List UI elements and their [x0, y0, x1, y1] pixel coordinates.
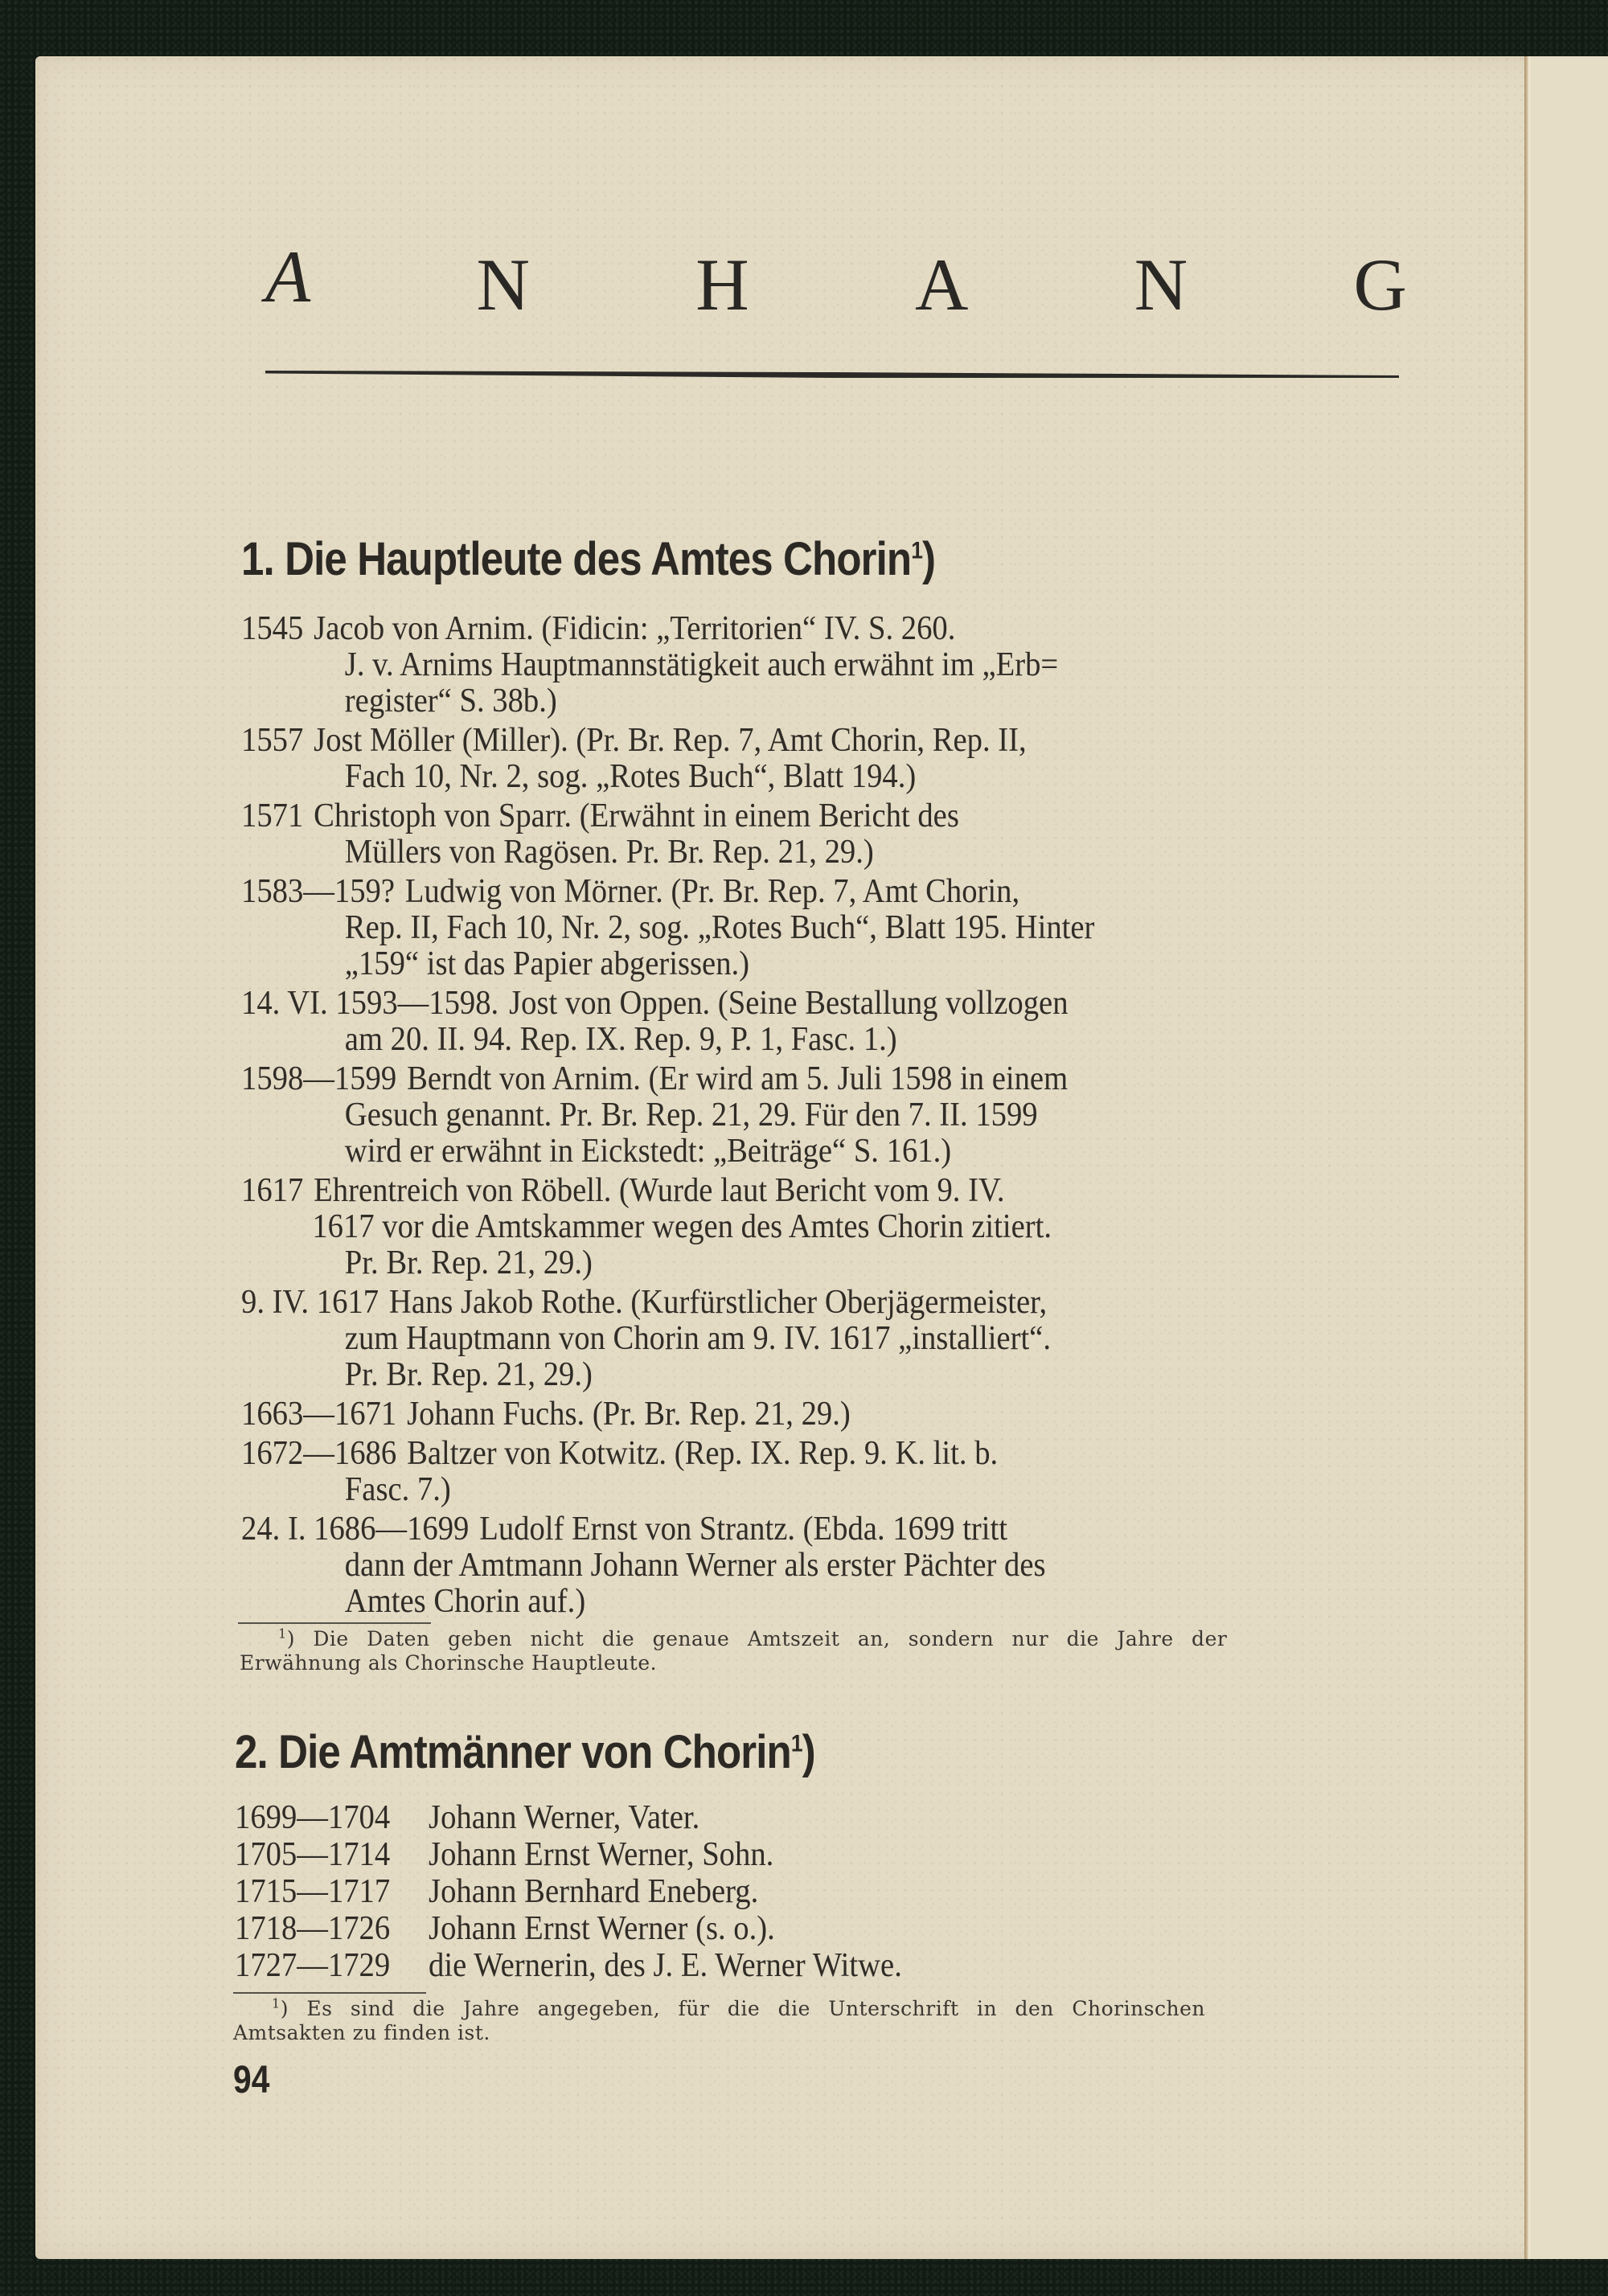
- entry-date: 1705—1714: [235, 1836, 391, 1873]
- list-item: [235, 1947, 902, 1984]
- entry-date: 1718—1726: [235, 1910, 391, 1947]
- footnote-text: ) Die Daten geben nicht die genaue Amtszeit an, sondern nur die Jahre der: [286, 1627, 1228, 1650]
- entry-date: 1617: [241, 1172, 304, 1209]
- entry-text: Ludolf Ernst von Strantz. (Ebda. 1699 tritt: [479, 1511, 1008, 1548]
- list-item: [241, 611, 1391, 720]
- list-item: [235, 1836, 902, 1873]
- entry-date: 9. IV. 1617: [241, 1284, 379, 1321]
- entry-text: Ludwig von Mörner. (Pr. Br. Rep. 7, Amt Chorin,: [404, 873, 1020, 910]
- list-item: [241, 1173, 1391, 1281]
- entry-text: wird er erwähnt in Eickstedt: „Beiträge“ S. 161.): [344, 1133, 952, 1170]
- entry-text: Christoph von Sparr. (Erwähnt in einem Bericht des: [314, 797, 959, 834]
- entry-text: Johann Ernst Werner, Sohn.: [429, 1836, 774, 1873]
- entry-text: Pr. Br. Rep. 21, 29.): [344, 1244, 593, 1281]
- entry-text: 1617 vor die Amtskammer wegen des Amtes Chorin zitiert.: [312, 1208, 1052, 1245]
- entry-text: Pr. Br. Rep. 21, 29.): [344, 1356, 593, 1393]
- entry-text: Gesuch genannt. Pr. Br. Rep. 21, 29. Für den 7. II. 1599: [344, 1097, 1038, 1134]
- entry-text: „159“ ist das Papier abgerissen.): [344, 945, 750, 982]
- title-letter: N: [1134, 244, 1188, 326]
- entry-text: Johann Fuchs. (Pr. Br. Rep. 21, 29.): [407, 1396, 851, 1433]
- page-title: [265, 233, 1407, 326]
- list-item: [241, 1511, 1391, 1620]
- entry-text: Jacob von Arnim. (Fidicin: „Territorien“ IV. S. 260.: [314, 610, 956, 647]
- list-item: [241, 1396, 1391, 1433]
- entry-text: Johann Werner, Vater.: [429, 1799, 700, 1836]
- entry-text: dann der Amtmann Johann Werner als erster Pächter des: [344, 1547, 1046, 1584]
- list-item: [241, 798, 1391, 871]
- entry-text: Rep. II, Fach 10, Nr. 2, sog. „Rotes Buch“, Blatt 195. Hinter: [344, 909, 1095, 946]
- entry-text: Baltzer von Kotwitz. (Rep. IX. Rep. 9. K. lit. b.: [407, 1435, 999, 1472]
- entry-date: 1571: [241, 797, 304, 834]
- entry-text: register“ S. 38b.): [344, 683, 557, 720]
- footnote-mark-close: ): [802, 1726, 815, 1778]
- footnote-text: Amtsakten zu finden ist.: [233, 2021, 490, 2044]
- section-1-heading: [241, 532, 935, 586]
- entry-date: 24. I. 1686—1699: [241, 1511, 470, 1548]
- page-number: 94: [233, 2059, 270, 2101]
- section-1-heading-text: 1. Die Hauptleute des Amtes Chorin: [241, 533, 912, 585]
- footnote-mark: 1: [272, 1995, 281, 2011]
- entry-text: Johann Bernhard Eneberg.: [429, 1873, 759, 1910]
- entry-date: 1715—1717: [235, 1873, 391, 1910]
- entry-text: Ehrentreich von Röbell. (Wurde laut Bericht vom 9. IV.: [314, 1172, 1005, 1209]
- footnote-mark: 1: [790, 1730, 802, 1757]
- amtmaenner-list: [235, 1799, 960, 1984]
- footnote-text: ) Es sind die Jahre angegeben, für die die Unterschrift in den Chorinschen: [280, 1997, 1206, 2020]
- entry-date: 14. VI. 1593—1598.: [241, 985, 499, 1022]
- footnote-2: [233, 1997, 1375, 2045]
- entry-date: 1545: [241, 610, 304, 647]
- entry-text: Amtes Chorin auf.): [344, 1583, 586, 1620]
- entry-date: 1699—1704: [235, 1799, 391, 1836]
- hauptleute-list: [241, 611, 1391, 1623]
- footnote-1: [240, 1627, 1381, 1675]
- entry-text: Jost von Oppen. (Seine Bestallung vollzogen: [509, 985, 1069, 1022]
- entry-date: 1557: [241, 722, 304, 759]
- entry-date: 1583—159?: [241, 873, 396, 910]
- list-item: [241, 1061, 1391, 1170]
- list-item: [241, 1285, 1391, 1393]
- section-2-heading: [235, 1725, 815, 1779]
- entry-text: die Wernerin, des J. E. Werner Witwe.: [429, 1947, 902, 1984]
- footnote-divider: [233, 1992, 426, 1994]
- entry-text: J. v. Arnims Hauptmannstätigkeit auch erwähnt im „Erb=: [344, 646, 1059, 683]
- list-item: [241, 874, 1391, 982]
- facing-page-edge: [1531, 56, 1608, 2259]
- entry-date: 1663—1671: [241, 1396, 397, 1433]
- entry-text: Fach 10, Nr. 2, sog. „Rotes Buch“, Blatt 194.): [344, 758, 917, 795]
- entry-text: Johann Ernst Werner (s. o.).: [429, 1910, 775, 1947]
- title-letter: N: [476, 244, 530, 326]
- title-letter: H: [695, 244, 749, 326]
- title-letter: A: [265, 236, 311, 318]
- entry-text: am 20. II. 94. Rep. IX. Rep. 9, P. 1, Fasc. 1.): [344, 1021, 897, 1058]
- list-item: [235, 1799, 902, 1836]
- entry-text: Müllers von Ragösen. Pr. Br. Rep. 21, 29.): [344, 834, 874, 871]
- entry-date: 1598—1599: [241, 1060, 397, 1097]
- page-fold: [1524, 56, 1531, 2259]
- list-item: [241, 986, 1391, 1058]
- section-2-heading-text: 2. Die Amtmänner von Chorin: [235, 1726, 791, 1778]
- entry-date: 1672—1686: [241, 1435, 397, 1472]
- footnote-divider: [238, 1622, 431, 1624]
- list-item: [235, 1910, 902, 1947]
- footnote-mark-close: ): [922, 533, 936, 585]
- list-item: [241, 1436, 1391, 1508]
- entry-text: zum Hauptmann von Chorin am 9. IV. 1617 „installiert“.: [344, 1320, 1051, 1357]
- footnote-text: Erwähnung als Chorinsche Hauptleute.: [240, 1651, 658, 1675]
- entry-text: Hans Jakob Rothe. (Kurfürstlicher Oberjägermeister,: [388, 1284, 1048, 1321]
- entry-text: Jost Möller (Miller). (Pr. Br. Rep. 7, Amt Chorin, Rep. II,: [314, 722, 1027, 759]
- footnote-mark: 1: [911, 537, 923, 564]
- entry-text: Fasc. 7.): [344, 1471, 451, 1508]
- entry-date: 1727—1729: [235, 1947, 391, 1984]
- title-letter: G: [1353, 244, 1407, 326]
- entry-text: Berndt von Arnim. (Er wird am 5. Juli 1598 in einem: [407, 1060, 1069, 1097]
- list-item: [235, 1873, 902, 1910]
- footnote-mark: 1: [278, 1626, 287, 1642]
- title-letter: A: [915, 244, 969, 326]
- list-item: [241, 723, 1391, 795]
